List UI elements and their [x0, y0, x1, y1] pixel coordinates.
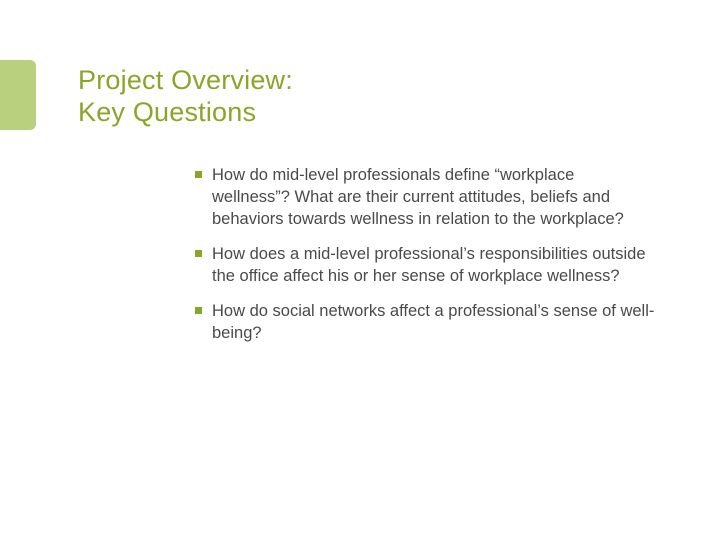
bullet-text: How do mid-level professionals define “workplace wellness”? What are their current attitudes, beliefs and behaviors towards wellness in relation to the workplace?	[212, 166, 624, 228]
title-line-1: Project Overview:	[78, 65, 293, 95]
bullet-item	[195, 300, 655, 344]
title-line-2: Key Questions	[78, 97, 257, 127]
square-bullet-icon	[195, 171, 202, 178]
bullet-item	[195, 243, 655, 287]
accent-tab	[0, 60, 36, 130]
square-bullet-icon	[195, 307, 202, 314]
bullet-text: How do social networks affect a professional’s sense of well-being?	[212, 302, 655, 342]
bullet-item	[195, 164, 655, 230]
bullet-text: How does a mid-level professional’s responsibilities outside the office affect his or her sense of workplace wellness?	[212, 245, 646, 285]
square-bullet-icon	[195, 250, 202, 257]
slide-title	[78, 64, 293, 128]
bullet-list	[195, 164, 655, 357]
